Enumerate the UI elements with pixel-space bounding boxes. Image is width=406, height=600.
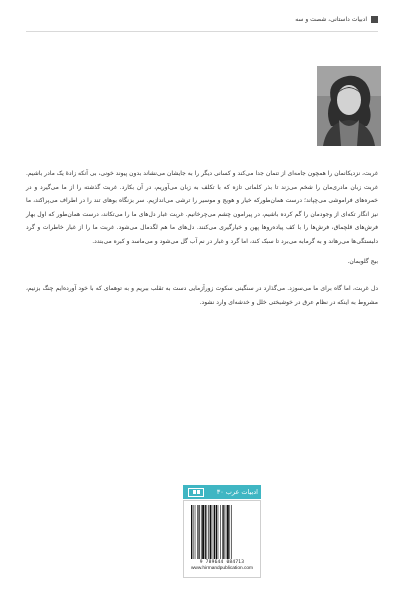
excerpt-paragraph-1: غربت، نزدیکانمان را همچون جامه‌ای از تنمان جدا می‌کند و کسانی دیگر را به جایشان می‌نشاند بدون پیوند خونی، بی آنکه زادهٔ یک مادر باشیم. غربت زبان مادری‌مان را شخم می‌زند تا بذر کلماتی تازه که با تکلف به زبان می‌آوریم، در آن بکارد. غربت گذشته را از ما می‌گیرد و در خمره‌های فراموشی می‌چپاند؛ درست همان‌طورکه خیار و هویج و موسیر را ترشی می‌اندازیم. سر بزنگاه بوهای تند را در اطراف می‌پراکند، ما نیز انگار تکه‌ای از وجودمان را گم کرده باشیم، در پیرامون چشم می‌چرخانیم. غربت غبار دل‌های ما را می‌تکاند، درست همان‌طور که اول بهار فرش‌های قلچماق، فرش‌ها را با کف پیاده‌روها پهن و خیارگیری می‌کنند. دل‌های ما هم لگدمال می‌شود. غربت ما را از غبار خاطرات و گرد دلبستگی‌ها می‌رهاند و به گرمابه می‌برد تا سبک کند، اما گرد و غبار در نم آب گل می‌شود و می‌ماسد و کبره می‌بندد. (26, 170, 378, 245)
excerpt-signature: بیج گلوبمان. (347, 257, 378, 265)
excerpt-text (26, 167, 378, 315)
author-portrait-image (317, 66, 381, 146)
top-divider (26, 31, 378, 32)
barcode-icon (189, 505, 255, 559)
series-badge (183, 485, 261, 499)
badge-label: ادبیات عرب ۳۰ (216, 488, 258, 496)
isbn-number: 9 789644 084713 (199, 560, 245, 565)
series-label (295, 16, 378, 23)
series-square-icon (371, 16, 378, 23)
publisher-logo-icon (188, 488, 204, 497)
excerpt-paragraph-2: دل غربت، اما گاه برای ما می‌سوزد. می‌گذارد در سنگینی سکوت زورآزمایی دست به تقلب ببریم و به توهمای که با خود آورده‌ایم چنگ بزنیم، مشروط به اینکه در نظام عرق در خوشبختی خلل و خدشه‌ای وارد نشود. (26, 285, 378, 306)
publisher-website: www.hirmandpublication.com (190, 566, 254, 571)
series-text: ادبیات داستانی، شصت و سه (295, 16, 367, 23)
barcode-block (183, 500, 261, 578)
author-photo (317, 66, 381, 146)
